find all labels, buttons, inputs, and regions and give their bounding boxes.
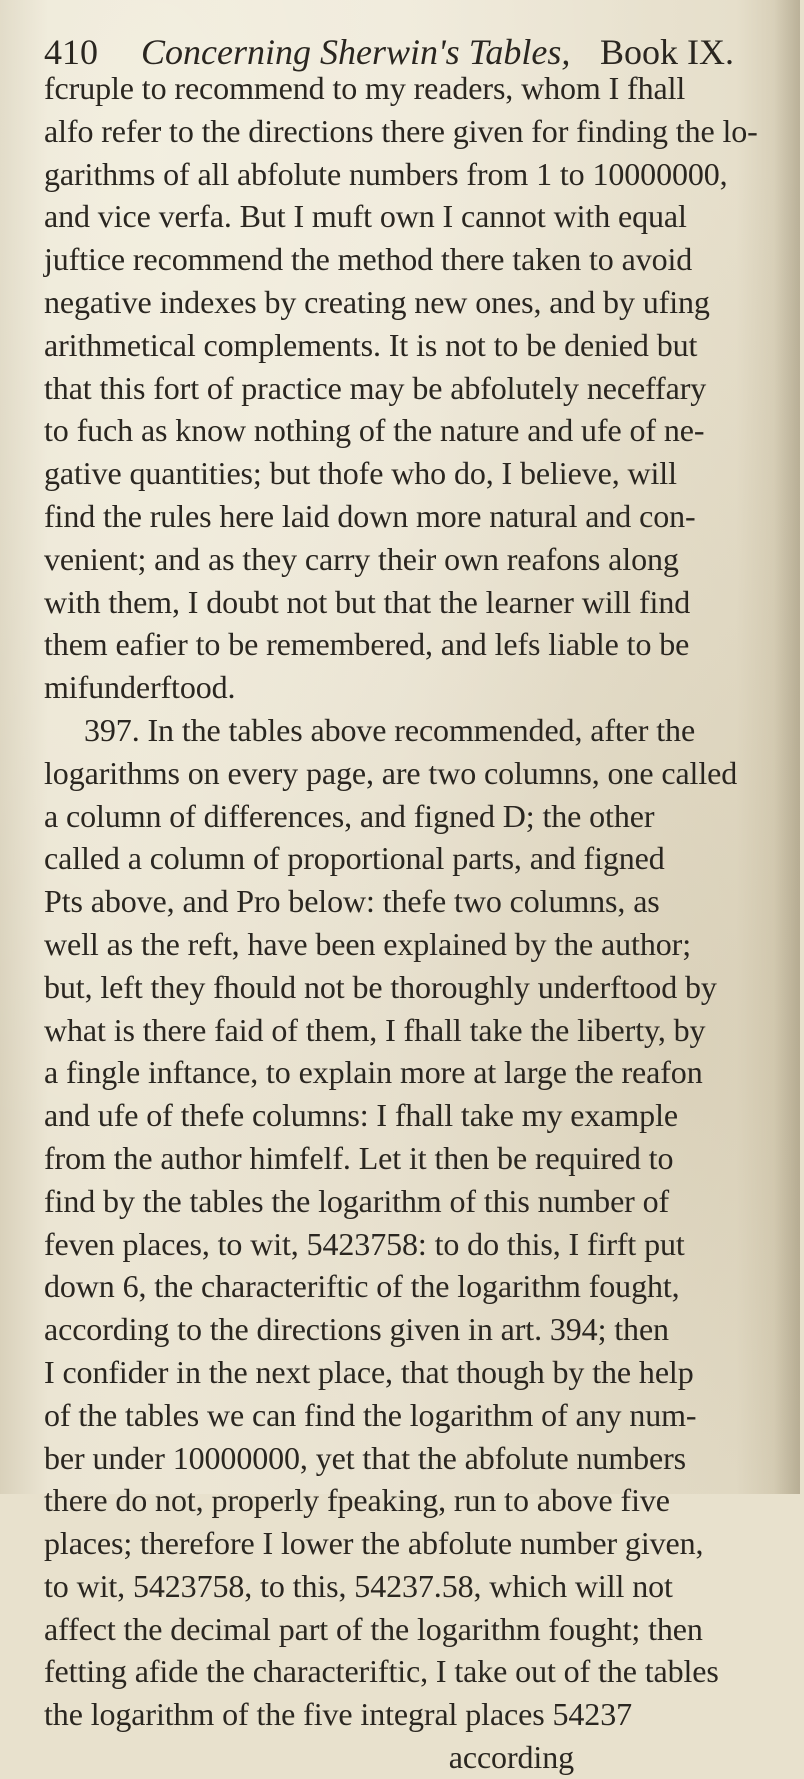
text-line: and ufe of thefe columns: I fhall take my example (44, 1097, 678, 1134)
text-line: fcruple to recommend to my readers, whom I fhall (44, 70, 686, 106)
text-line: mifunderftood. (44, 669, 236, 706)
body-text (44, 67, 804, 1779)
text-line: arithmetical complements. It is not to be denied but (44, 326, 698, 363)
text-line: but, left they fhould not be thoroughly underftood by (44, 968, 717, 1005)
text-line: find by the tables the logarithm of this number of (44, 1182, 670, 1219)
text-line: the logarithm of the five integral places 54237 (44, 1696, 633, 1733)
text-line: from the author himfelf. Let it then be required to (44, 1139, 674, 1176)
text-line: Pts above, and Pro below: thefe two columns, as (44, 883, 660, 920)
text-line: a column of differences, and figned D; the other (44, 797, 655, 834)
text-line: and vice verfa. But I muft own I cannot with equal (44, 198, 687, 235)
text-line: a fingle inftance, to explain more at large the reafon (44, 1054, 703, 1091)
text-line: juftice recommend the method there taken to avoid (44, 241, 693, 278)
text-line: to fuch as know nothing of the nature and ufe of ne- (44, 412, 705, 449)
text-line: according to the directions given in art. 394; then (44, 1311, 669, 1348)
text-line: alfo refer to the directions there given for finding the lo- (44, 112, 758, 149)
text-line: find the rules here laid down more natural and con- (44, 497, 696, 534)
text-line: places; therefore I lower the abfolute number given, (44, 1525, 704, 1562)
text-line: affect the decimal part of the logarithm fought; then (44, 1610, 703, 1647)
text-line: them eafier to be remembered, and lefs liable to be (44, 626, 690, 663)
text-line: that this fort of practice may be abfolutely neceffary (44, 369, 707, 406)
text-line: of the tables we can find the logarithm of any num- (44, 1396, 697, 1433)
paragraph-start-line: 397. In the tables above recommended, after the (84, 711, 696, 748)
text-line: gative quantities; but thofe who do, I believe, will (44, 455, 677, 492)
running-title: Concerning Sherwin's Tables, (141, 32, 571, 72)
text-line: called a column of proportional parts, and figned (44, 840, 665, 877)
catchword: according (448, 1739, 574, 1776)
text-line: to wit, 5423758, to this, 54237.58, which will not (44, 1567, 673, 1604)
text-line: what is there faid of them, I fhall take the liberty, by (44, 1011, 706, 1048)
text-line: down 6, the characteriftic of the logarithm fought, (44, 1268, 680, 1305)
text-line: ber under 10000000, yet that the abfolute numbers (44, 1439, 687, 1476)
text-line: garithms of all abfolute numbers from 1 to 10000000, (44, 155, 728, 192)
page-number: 410 (44, 32, 98, 72)
text-line: well as the reft, have been explained by the author; (44, 925, 691, 962)
book-number: Book IX. (600, 32, 734, 72)
text-line: feven places, to wit, 5423758: to do this, I firft put (44, 1225, 685, 1262)
text-line: negative indexes by creating new ones, and by ufing (44, 283, 710, 320)
text-line: venient; and as they carry their own reafons along (44, 540, 679, 577)
text-line: fetting afide the characteriftic, I take out of the tables (44, 1653, 719, 1690)
text-line: logarithms on every page, are two columns, one called (44, 754, 738, 791)
text-line: I confider in the next place, that though by the help (44, 1353, 694, 1390)
text-line: there do not, properly fpeaking, run to above five (44, 1482, 670, 1519)
text-line: with them, I doubt not but that the learner will find (44, 583, 691, 620)
